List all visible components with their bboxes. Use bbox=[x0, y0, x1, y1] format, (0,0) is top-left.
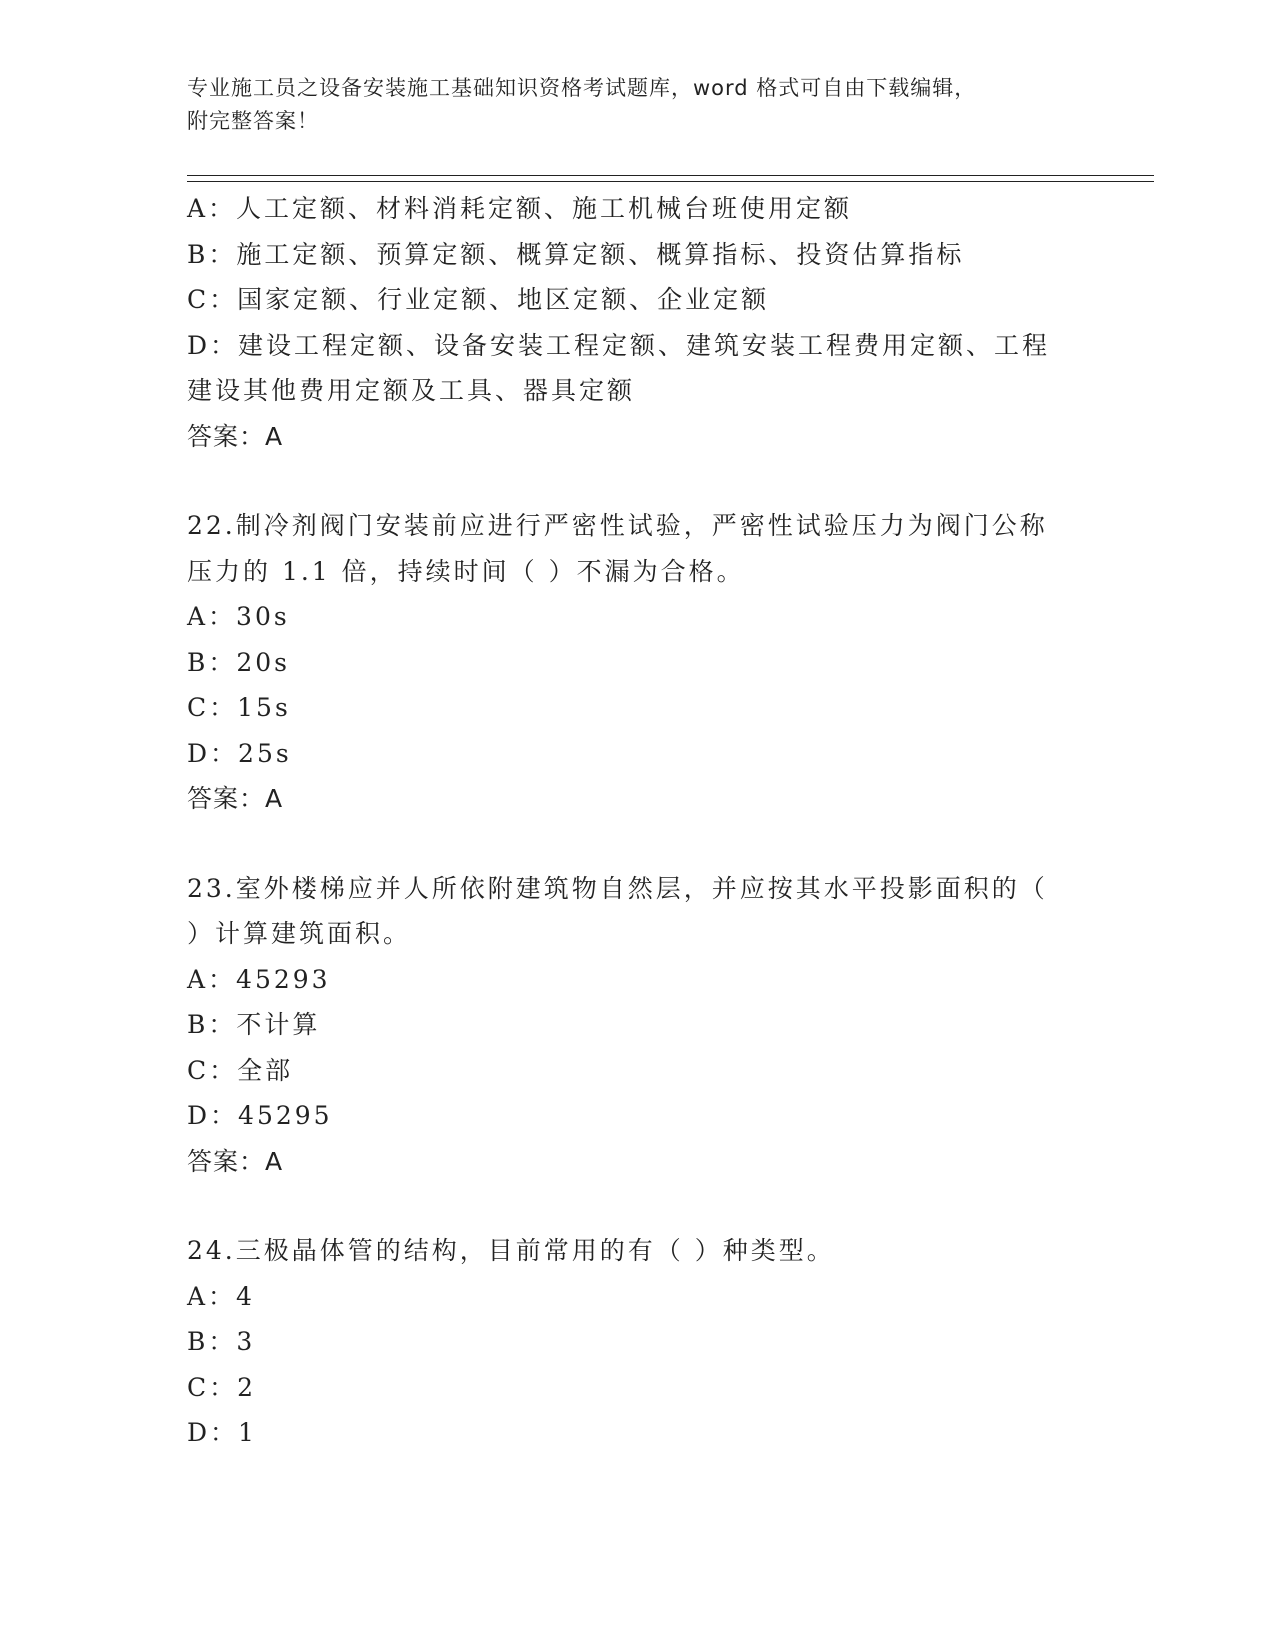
question-text: 24.三极晶体管的结构，目前常用的有（ ）种类型。 bbox=[187, 1236, 835, 1265]
question-21-continued bbox=[187, 186, 1087, 459]
question-text-continued: ）计算建筑面积。 bbox=[187, 919, 412, 948]
option-a: A：人工定额、材料消耗定额、施工机械台班使用定额 bbox=[187, 194, 853, 223]
question-24 bbox=[187, 1228, 1087, 1456]
option-c: C：全部 bbox=[187, 1055, 294, 1085]
option-d: D：45295 bbox=[187, 1101, 333, 1130]
header-line-2: 附完整答案！ bbox=[187, 109, 319, 133]
question-text: 23.室外楼梯应并人所依附建筑物自然层，并应按其水平投影面积的（ bbox=[187, 873, 1048, 903]
option-b: B：3 bbox=[187, 1327, 256, 1356]
question-23 bbox=[187, 866, 1087, 1185]
header-rule-bottom bbox=[187, 181, 1154, 182]
option-a: A：4 bbox=[187, 1281, 255, 1311]
question-22 bbox=[187, 503, 1087, 822]
option-c: C：国家定额、行业定额、地区定额、企业定额 bbox=[187, 285, 770, 314]
option-b: B：不计算 bbox=[187, 1010, 321, 1039]
question-text-continued: 压力的 1.1 倍，持续时间（ ）不漏为合格。 bbox=[187, 556, 745, 586]
header-line-1: 专业施工员之设备安装施工基础知识资格考试题库，word 格式可自由下载编辑， bbox=[187, 76, 977, 100]
answer: 答案：A bbox=[187, 784, 284, 813]
option-b: B：施工定额、预算定额、概算定额、概算指标、投资估算指标 bbox=[187, 239, 965, 269]
document-header bbox=[187, 72, 1067, 138]
answer: 答案：A bbox=[187, 421, 284, 451]
question-text: 22.制冷剂阀门安装前应进行严密性试验，严密性试验压力为阀门公称 bbox=[187, 511, 1048, 540]
answer: 答案：A bbox=[187, 1146, 284, 1176]
header-rule-top bbox=[187, 175, 1154, 176]
option-d: D：建设工程定额、设备安装工程定额、建筑安装工程费用定额、工程 bbox=[187, 330, 1051, 360]
option-d-continued: 建设其他费用定额及工具、器具定额 bbox=[187, 376, 636, 405]
option-c: C：15s bbox=[187, 693, 291, 722]
option-a: A：30s bbox=[187, 602, 290, 631]
option-a: A：45293 bbox=[187, 964, 331, 994]
option-c: C：2 bbox=[187, 1372, 257, 1402]
option-d: D：1 bbox=[187, 1418, 257, 1447]
option-d: D：25s bbox=[187, 738, 292, 768]
document-body bbox=[187, 186, 1087, 1456]
option-b: B：20s bbox=[187, 647, 291, 677]
